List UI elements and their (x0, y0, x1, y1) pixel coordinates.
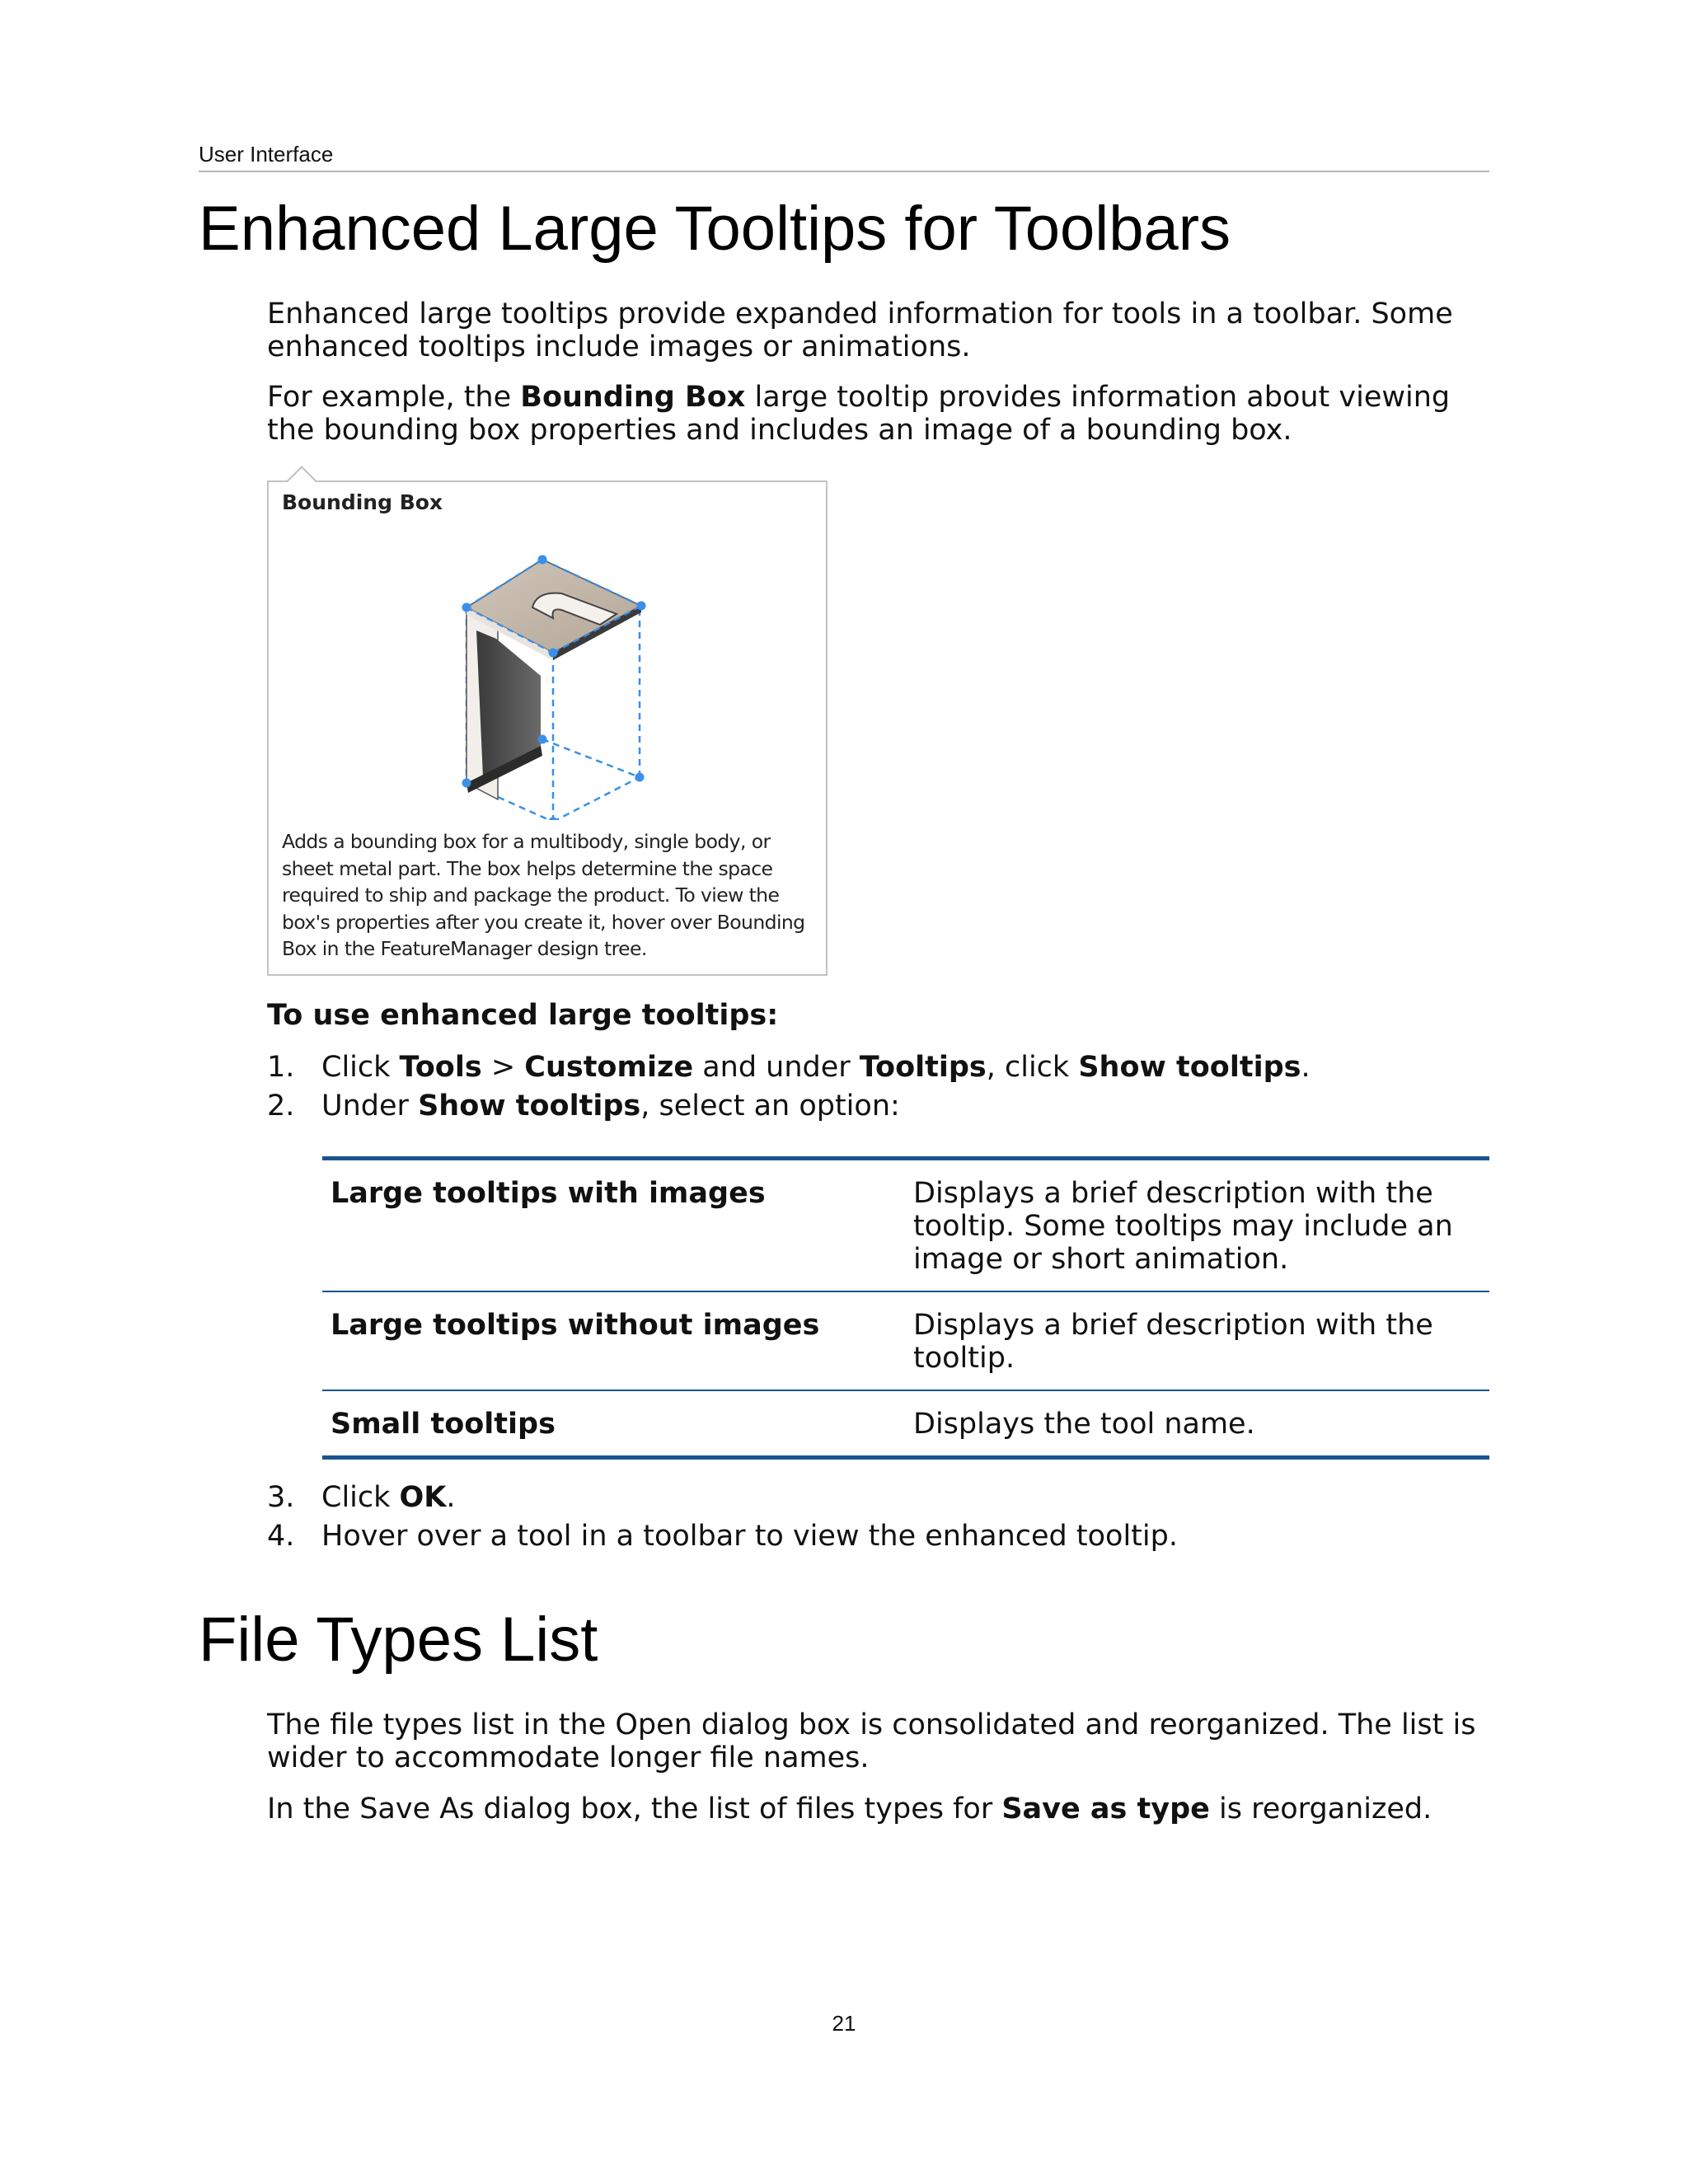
bounding-box-illustration (384, 515, 730, 820)
intro-paragraph: Enhanced large tooltips provide expanded information for tools in a toolbar. Some enhanced tooltips include images or animations. (267, 298, 1453, 363)
table-row (322, 1291, 1489, 1390)
tooltip-options-table (322, 1156, 1489, 1460)
step-2: 2. Under Show tooltips, select an option: (267, 1090, 900, 1122)
header-rule (199, 171, 1489, 172)
tooltip-title: Bounding Box (282, 490, 443, 514)
step-4: 4. Hover over a tool in a toolbar to view the enhanced tooltip. (267, 1520, 1178, 1553)
option-description: Displays the tool name. (905, 1390, 1489, 1458)
option-description: Displays a brief description with the tooltip. Some tooltips may include an image or short animation. (913, 1177, 1453, 1276)
option-description: Displays a brief description with the tooltip. (905, 1291, 1489, 1390)
tooltip-description: Adds a bounding box for a multibody, single body, or sheet metal part. The box helps determine the space required to ship and package the product. To view the box's properties after you create it, hover over Bounding Box in the FeatureManager design tree. (282, 830, 805, 960)
steps-list-top (267, 1051, 1487, 1128)
step-1: 1. Click Tools > Customize and under Tooltips, click Show tooltips. (267, 1051, 1311, 1084)
save-as-type-term: Save as type (1001, 1793, 1210, 1825)
bounding-box-tooltip-figure (267, 480, 828, 976)
running-header: User Interface (199, 142, 334, 166)
page-number: 21 (832, 2011, 856, 2036)
table-row (322, 1390, 1489, 1458)
save-as-paragraph: In the Save As dialog box, the list of files types for Save as type is reorganized. (267, 1793, 1432, 1825)
option-term: Small tooltips (322, 1390, 905, 1458)
procedure-heading: To use enhanced large tooltips: (267, 999, 779, 1032)
steps-list-bottom (267, 1481, 1487, 1558)
step-3: 3. Click OK. (267, 1481, 456, 1514)
section-title-tooltips: Enhanced Large Tooltips for Toolbars (199, 194, 1231, 264)
option-term: Large tooltips with images (331, 1177, 766, 1210)
section-title-file-types: File Types List (199, 1605, 598, 1675)
file-types-paragraph: The file types list in the Open dialog box is consolidated and reorganized. The list is wider to accommodate longer file names. (267, 1708, 1476, 1774)
option-term: Large tooltips without images (322, 1291, 905, 1390)
example-paragraph: For example, the Bounding Box large tooltip provides information about viewing the bounding box properties and includes an image of a bounding box. (267, 381, 1451, 447)
table-row (322, 1159, 1489, 1292)
bounding-box-term: Bounding Box (520, 381, 746, 414)
